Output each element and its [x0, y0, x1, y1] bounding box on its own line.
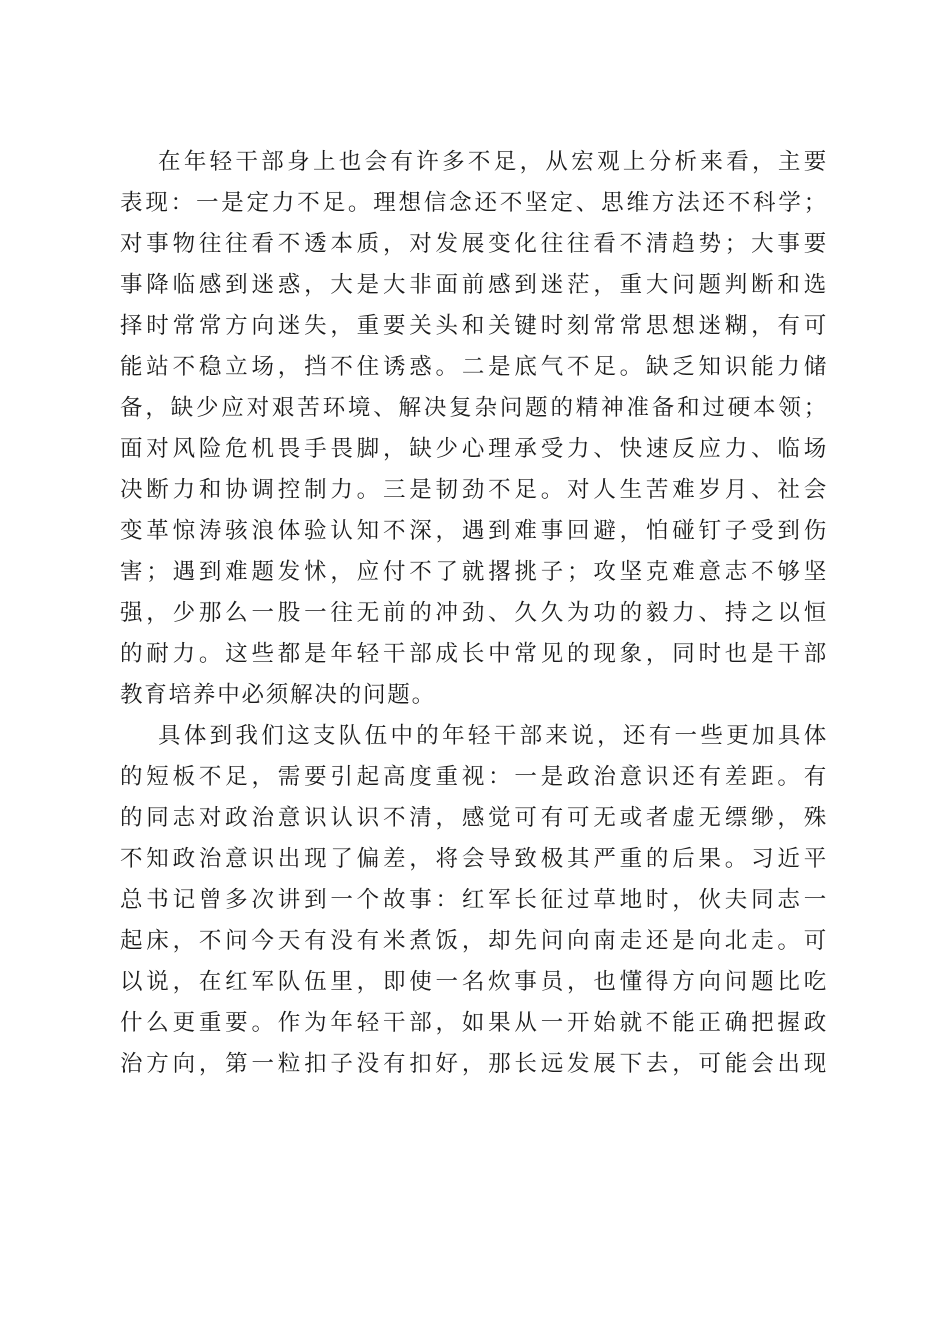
paragraph-line: 强，少那么一股一往无前的冲劲、久久为功的毅力、持之以恒 [120, 600, 828, 626]
paragraph-line: 具体到我们这支队伍中的年轻干部来说，还有一些更加具体 [158, 723, 828, 749]
paragraph-line: 的耐力。这些都是年轻干部成长中常见的现象，同时也是干部 [120, 641, 828, 667]
paragraph-line: 备，缺少应对艰苦环境、解决复杂问题的精神准备和过硬本领； [120, 395, 828, 421]
paragraph-line: 决断力和协调控制力。三是韧劲不足。对人生苦难岁月、社会 [120, 477, 828, 503]
paragraph-line: 起床，不问今天有没有米煮饭，却先问向南走还是向北走。可 [120, 928, 828, 954]
paragraph-line: 总书记曾多次讲到一个故事：红军长征过草地时，伙夫同志一 [120, 887, 828, 913]
paragraph-line: 什么更重要。作为年轻干部，如果从一开始就不能正确把握政 [120, 1010, 828, 1036]
paragraph-line: 教育培养中必须解决的问题。 [120, 682, 436, 708]
paragraph-line: 害；遇到难题发怵，应付不了就撂挑子；攻坚克难意志不够坚 [120, 559, 828, 585]
paragraph-line: 能站不稳立场，挡不住诱惑。二是底气不足。缺乏知识能力储 [120, 354, 828, 380]
paragraph-line: 不知政治意识出现了偏差，将会导致极其严重的后果。习近平 [120, 846, 828, 872]
paragraph-line: 对事物往往看不透本质，对发展变化往往看不清趋势；大事要 [120, 231, 828, 257]
document-body [120, 142, 828, 1085]
paragraph-line: 在年轻干部身上也会有许多不足，从宏观上分析来看，主要 [158, 149, 828, 175]
paragraph-line: 的同志对政治意识认识不清，感觉可有可无或者虚无缥缈，殊 [120, 805, 828, 831]
paragraph-2 [120, 716, 828, 1085]
paragraph-line: 变革惊涛骇浪体验认知不深，遇到难事回避，怕碰钉子受到伤 [120, 518, 828, 544]
paragraph-line: 治方向，第一粒扣子没有扣好，那长远发展下去，可能会出现 [120, 1051, 828, 1077]
paragraph-line: 以说，在红军队伍里，即使一名炊事员，也懂得方向问题比吃 [120, 969, 828, 995]
paragraph-line: 事降临感到迷惑，大是大非面前感到迷茫，重大问题判断和选 [120, 272, 828, 298]
paragraph-line: 表现：一是定力不足。理想信念还不坚定、思维方法还不科学； [120, 190, 828, 216]
paragraph-line: 的短板不足，需要引起高度重视：一是政治意识还有差距。有 [120, 764, 828, 790]
paragraph-line: 择时常常方向迷失，重要关头和关键时刻常常思想迷糊，有可 [120, 313, 828, 339]
paragraph-line: 面对风险危机畏手畏脚，缺少心理承受力、快速反应力、临场 [120, 436, 828, 462]
paragraph-1 [120, 142, 828, 716]
